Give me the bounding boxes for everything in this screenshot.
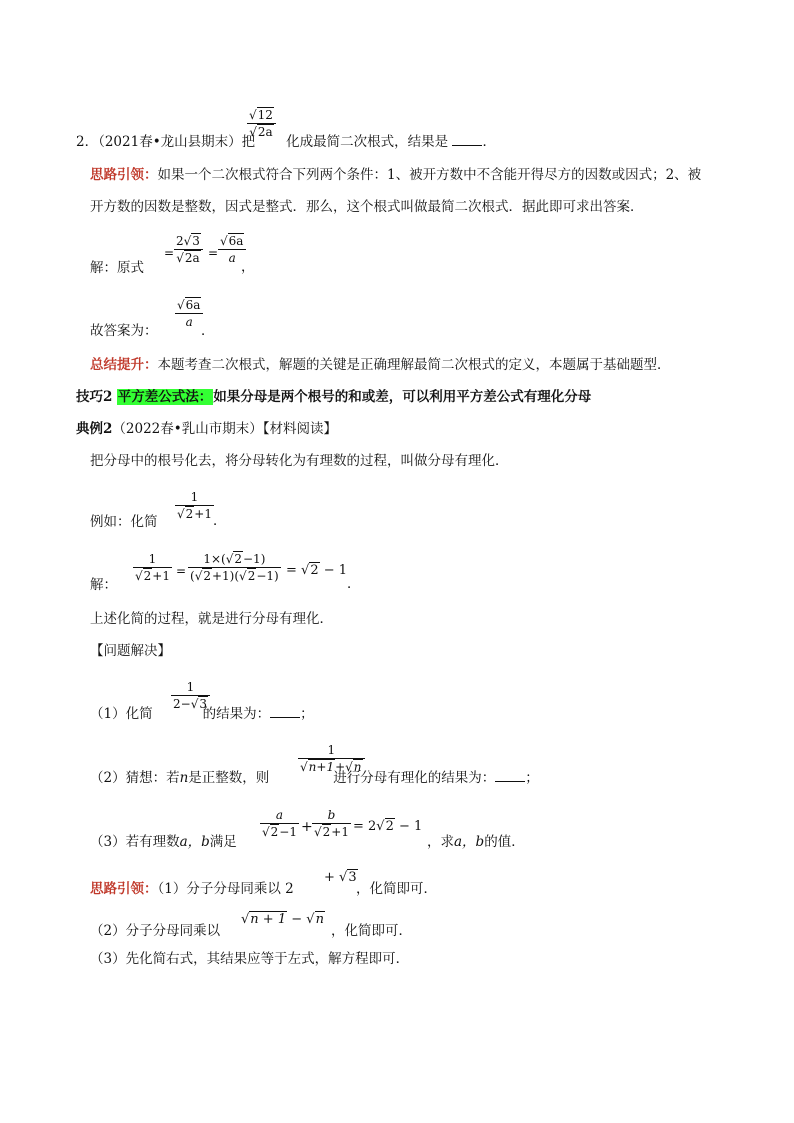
p2-text-a: 是正整数，则 [188, 770, 270, 786]
example-label: 例如：化简 [90, 514, 158, 530]
sol1-f1-den: 2a [184, 251, 200, 265]
sol2-f1-den: +1 [152, 569, 170, 583]
summary1-line [90, 356, 671, 374]
sol1-f2-num: 6a [228, 234, 244, 248]
p3-f2-den: +1 [331, 825, 349, 839]
ans1-den: a [185, 315, 193, 329]
sol2-f2-num-tail: −1) [243, 552, 266, 566]
p3-text-a: 满足 [209, 834, 237, 850]
hint1-label: 思路引领： [90, 167, 158, 183]
p3-rhs-rad: 2 [385, 819, 394, 834]
example-den-rad: 2 [185, 507, 194, 521]
hint2-l1-expr: + √3 [324, 870, 357, 885]
p1-fraction: $\frac{1}{2-√3}$ [171, 680, 210, 711]
tip2-highlight: 平方差公式法： [117, 389, 213, 405]
p1-line [90, 705, 314, 723]
hint1-text1: 如果一个二次根式符合下列两个条件：1、被开方数中不含能开得尽方的因数或因式；2、被 [157, 167, 702, 183]
sol2-result: = √2 − 1 [286, 563, 348, 578]
q2-text-b: 化成最简二次根式，结果是 [286, 134, 449, 150]
p3-text-b: ，求 [427, 834, 454, 850]
sol2-end: ． [347, 576, 361, 592]
p3-vars2: a，b [454, 834, 485, 850]
p2-var: n [179, 770, 189, 786]
p3-text-c: 的值． [484, 834, 525, 850]
p3-rhs-head: = 2 [353, 819, 377, 834]
example-den-tail: +1 [194, 507, 212, 521]
p3-line [90, 833, 237, 851]
intro-text: 把分母中的根号化去，将分母转化为有理数的过程，叫做分母有理化． [90, 453, 509, 469]
p1-label: （1）化简 [90, 706, 153, 722]
sol2-eq2: = [286, 563, 297, 578]
q2-numerator: 12 [257, 108, 273, 122]
hint2-line1 [90, 880, 294, 898]
p1-text: 的结果为： [202, 706, 271, 722]
p2-text-b: 进行分母有理化的结果为： [333, 770, 496, 786]
summary1-text: 本题考查二次根式，解题的关键是正确理解最简二次根式的定义，本题属于基础题型． [157, 357, 671, 373]
ans1-num: 6a [185, 298, 201, 312]
p3-tail [427, 833, 525, 851]
q2-fraction: $\frac{√12}{√2a}$ [247, 108, 276, 139]
hint2-line2 [90, 922, 220, 940]
q2-text-a: 把 [241, 134, 256, 150]
hint2-l1-plus: + [324, 870, 335, 885]
sol1-f1-coef: 2 [176, 234, 184, 248]
hint2-l2-expr: √n + 1 − √n [241, 912, 324, 927]
hint1-text2: 开方数的因数是整数，因式是整式．那么，这个根式叫做最简二次根式．据此即可求出答案． [90, 199, 644, 215]
hint2-l2-rad2: n [315, 912, 324, 927]
ex2-label: 典例2 [76, 421, 113, 437]
q2-line [76, 133, 496, 151]
hint1-line1 [90, 166, 701, 184]
p3-label: （3）若有理数 [90, 834, 180, 850]
p2-den-rad2: n [353, 760, 362, 774]
q2-end: ． [482, 134, 496, 150]
ans1-label: 故答案为： [90, 323, 158, 339]
sol2-f2-den-tail: −1) [256, 569, 279, 583]
sol2-fraction2: $\frac{1\times(√2-1)}{(√2+1)(√2-1)}$ [190, 552, 279, 583]
p1-den-head: 2− [173, 697, 191, 711]
ans1-end: ． [201, 323, 215, 339]
problem-header: 【问题解决】 [90, 643, 171, 659]
tip2-line [76, 388, 591, 406]
p3-rhs-tail: − 1 [394, 819, 423, 834]
example-num: 1 [175, 490, 214, 506]
p1-den-rad: 3 [199, 697, 207, 711]
p2-num: 1 [298, 743, 365, 759]
tip2-text: 如果分母是两个根号的和或差，可以利用平方差公式有理化分母 [213, 389, 592, 405]
sol1-fraction2: $\frac{√6a}{a}$ [218, 234, 246, 265]
p2-end: ； [525, 770, 539, 786]
p1-end: ； [300, 706, 314, 722]
sol1-eq2: = [208, 246, 219, 260]
p3-plus: + [301, 819, 313, 835]
q2-source: （2021春•龙山县期末） [98, 134, 242, 150]
tip2-label: 技巧2 [76, 389, 113, 405]
summary1-label: 总结提升： [90, 357, 158, 373]
hint2-label: 思路引领： [90, 881, 158, 897]
hint2-l2-minus: − [287, 912, 307, 927]
p2-label: （2）猜想：若 [90, 770, 180, 786]
p3-f1-den: −1 [279, 825, 297, 839]
p2-blank [495, 769, 525, 782]
hint2-l2-end: ，化简即可． [331, 923, 412, 939]
ans1-fraction: $\frac{√6a}{a}$ [175, 298, 203, 329]
p3-fraction1: $\frac{a}{√2-1}$ [262, 808, 297, 839]
hint2-l1-rad: 3 [348, 870, 357, 885]
p2-den-plus: + [335, 760, 346, 774]
p1-num: 1 [171, 680, 210, 696]
sol1-f1-num: 3 [192, 234, 200, 248]
example-end: ． [213, 513, 227, 529]
sol2-f2-num: 1×( [203, 552, 226, 566]
sol2-result-tail: − 1 [319, 563, 348, 578]
sol2-label: 解： [90, 577, 117, 593]
hint2-l1-end: ，化简即可． [356, 881, 437, 897]
p3-f2-num: b [312, 808, 351, 824]
hint2-l2-rad1: n + 1 [250, 912, 287, 927]
sol1-comma: ， [241, 259, 255, 275]
sol1-fraction1: $\frac{2√3}{√2a}$ [174, 234, 203, 265]
sol1-eq: = [164, 246, 175, 260]
p2-fraction: $\frac{1}{√n+1+√n}$ [298, 743, 365, 774]
sol2-f2-den-mid: +1)( [211, 569, 240, 583]
q2-answer-blank [452, 133, 482, 146]
hint2-l2-text: （2）分子分母同乘以 [90, 923, 221, 939]
example-fraction: $\frac{1}{√2+1}$ [177, 490, 212, 521]
sol2-f1-num: 1 [133, 552, 172, 568]
p2-line [90, 769, 539, 787]
p1-blank [270, 705, 300, 718]
hint2-line3: （3）先化简右式，其结果应等于左式，解方程即可． [90, 951, 410, 967]
sol2-result-rad: 2 [310, 563, 319, 578]
sol2-eq1: = [176, 564, 187, 578]
p3-f1-num: a [260, 808, 299, 824]
sol1-label: 解：原式 [90, 260, 144, 276]
p3-fraction2: $\frac{b}{√2+1}$ [314, 808, 349, 839]
p3-rhs: = 2√2 − 1 [353, 819, 423, 834]
sol2-f2-den: ( [190, 569, 195, 583]
p2-den-rad1: n+1 [308, 760, 335, 774]
hint1-line2 [90, 198, 644, 216]
hint2-l1-text: （1）分子分母同乘以 2 [157, 881, 294, 897]
ex2-line [76, 420, 337, 438]
sol2-fraction1: $\frac{1}{√2+1}$ [135, 552, 170, 583]
ex2-source: （2022春•乳山市期末）【材料阅读】 [112, 421, 337, 437]
after-text: 上述化简的过程，就是进行分母有理化． [90, 611, 333, 627]
q2-number: 2． [76, 134, 99, 150]
q2-denominator: 2a [257, 125, 273, 139]
sol1-f2-den: a [228, 251, 236, 265]
p3-vars: a，b [179, 834, 210, 850]
